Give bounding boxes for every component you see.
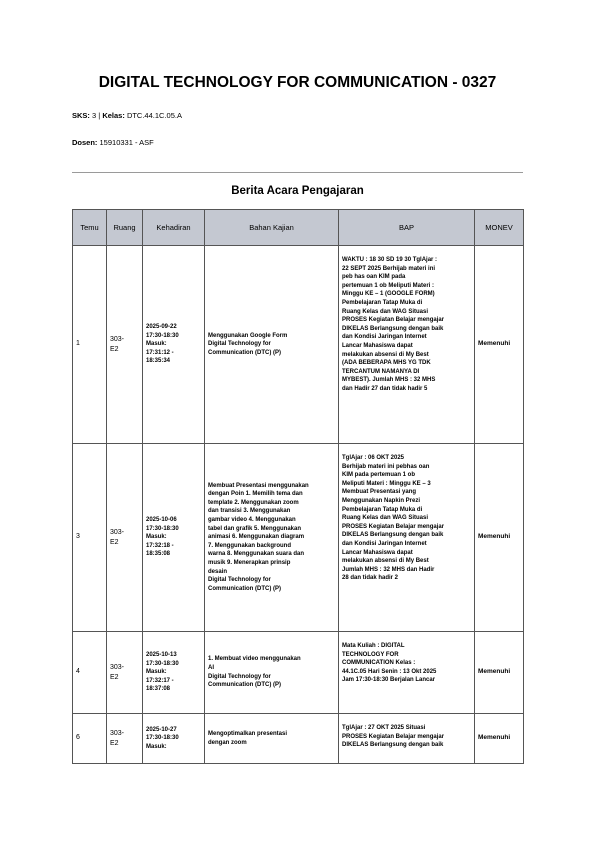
table-row [73,714,524,764]
header-temu: Temu [73,210,107,246]
dosen-label: Dosen: [72,138,98,147]
cell-monev: Memenuhi [475,632,524,714]
header-bahan-kajian: Bahan Kajian [205,210,339,246]
cell-bahan-kajian: Membuat Presentasi menggunakan dengan Poin 1. Memilih tema dan template 2. Menggunakan zoom dan transisi 3. Menggunakan gambar video 4. Menggunakan tabel dan grafik 5. Menggunakan animasi 6. Menggunakan diagram 7. Menggunakan background warna 8. Menggunakan suara dan musik 9. Menerapkan prinsip desain Digital Technology for Communication (DTC) (P) [205,444,339,632]
section-title: Berita Acara Pengajaran [231,185,364,197]
course-title: DIGITAL TECHNOLOGY FOR COMMUNICATION - 0327 [98,74,497,91]
cell-temu: 4 [73,632,107,714]
table-row [73,246,524,444]
lecturer-meta [72,138,154,147]
header-ruang: Ruang [107,210,143,246]
cell-bap: TglAjar : 06 OKT 2025 Berhijab materi ini pebhas oan KIM pada pertemuan 1 ob Meliputi Materi : Minggu KE – 3 Membuat Presentasi yang Menggunakan Napkin Prezi Pembelajaran Tatap Muka di Ruang Kelas dan WAG Situasi PROSES Kegiatan Belajar mengajar DIKELAS Berlangsung dengan baik dan Kondisi Jaringan Internet Lancar Mahasiswa dapat melakukan absensi di My Best Jumlah MHS : 32 MHS dan Hadir 28 dan tidak hadir 2 [339,444,475,632]
cell-bahan-kajian: Menggunakan Google Form Digital Technology for Communication (DTC) (P) [205,246,339,444]
course-meta [72,111,182,120]
cell-ruang: 303- E2 [107,714,143,764]
table-row [73,444,524,632]
cell-ruang: 303- E2 [107,632,143,714]
header-monev: MONEV [475,210,524,246]
cell-temu: 6 [73,714,107,764]
sks-value: 3 [92,111,97,120]
bap-table [72,209,524,764]
cell-bap: WAKTU : 18 30 SD 19 30 TglAjar : 22 SEPT 2025 Berhijab materi ini peb has oan KIM pada pertemuan 1 ob Meliputi Materi : Minggu KE – 1 (GOOGLE FORM) Pembelajaran Tatap Muka di Ruang Kelas dan WAG Situasi PROSES Kegiatan Belajar mengajar DIKELAS Berlangsung dengan baik dan Kondisi Jaringan Internet Lancar Mahasiswa dapat melakukan absensi di My Best (ADA BEBERAPA MHS YG TDK TERCANTUM NAMANYA DI MYBEST). Jumlah MHS : 32 MHS dan Hadir 27 dan tidak hadir 5 [339,246,475,444]
header-bap: BAP [339,210,475,246]
cell-bahan-kajian: 1. Membuat video menggunakan AI Digital Technology for Communication (DTC) (P) [205,632,339,714]
table-header-row [73,210,524,246]
cell-temu: 1 [73,246,107,444]
dosen-value: 15910331 - ASF [99,138,154,147]
kelas-label: Kelas: [102,111,125,120]
cell-kehadiran: 2025-10-27 17:30-18:30 Masuk: [143,714,205,764]
cell-bap: Mata Kuliah : DIGITAL TECHNOLOGY FOR COMMUNICATION Kelas : 44.1C.05 Hari Senin : 13 Okt 2025 Jam 17:30-18:30 Berjalan Lancar [339,632,475,714]
cell-monev: Memenuhi [475,246,524,444]
cell-monev: Memenuhi [475,444,524,632]
sks-label: SKS: [72,111,90,120]
header-kehadiran: Kehadiran [143,210,205,246]
cell-kehadiran: 2025-10-13 17:30-18:30 Masuk: 17:32:17 - 18:37:08 [143,632,205,714]
table-row [73,632,524,714]
cell-bap: TglAjar : 27 OKT 2025 Situasi PROSES Kegiatan Belajar mengajar DIKELAS Berlangsung dengan baik [339,714,475,764]
cell-kehadiran: 2025-09-22 17:30-18:30 Masuk: 17:31:12 - 18:35:34 [143,246,205,444]
cell-bahan-kajian: Mengoptimalkan presentasi dengan zoom [205,714,339,764]
cell-kehadiran: 2025-10-06 17:30-18:30 Masuk: 17:32:18 - 18:35:08 [143,444,205,632]
meta-separator: | [98,111,101,120]
cell-temu: 3 [73,444,107,632]
kelas-value: DTC.44.1C.05.A [126,111,182,120]
divider [72,172,523,173]
cell-ruang: 303- E2 [107,246,143,444]
cell-monev: Memenuhi [475,714,524,764]
cell-ruang: 303- E2 [107,444,143,632]
